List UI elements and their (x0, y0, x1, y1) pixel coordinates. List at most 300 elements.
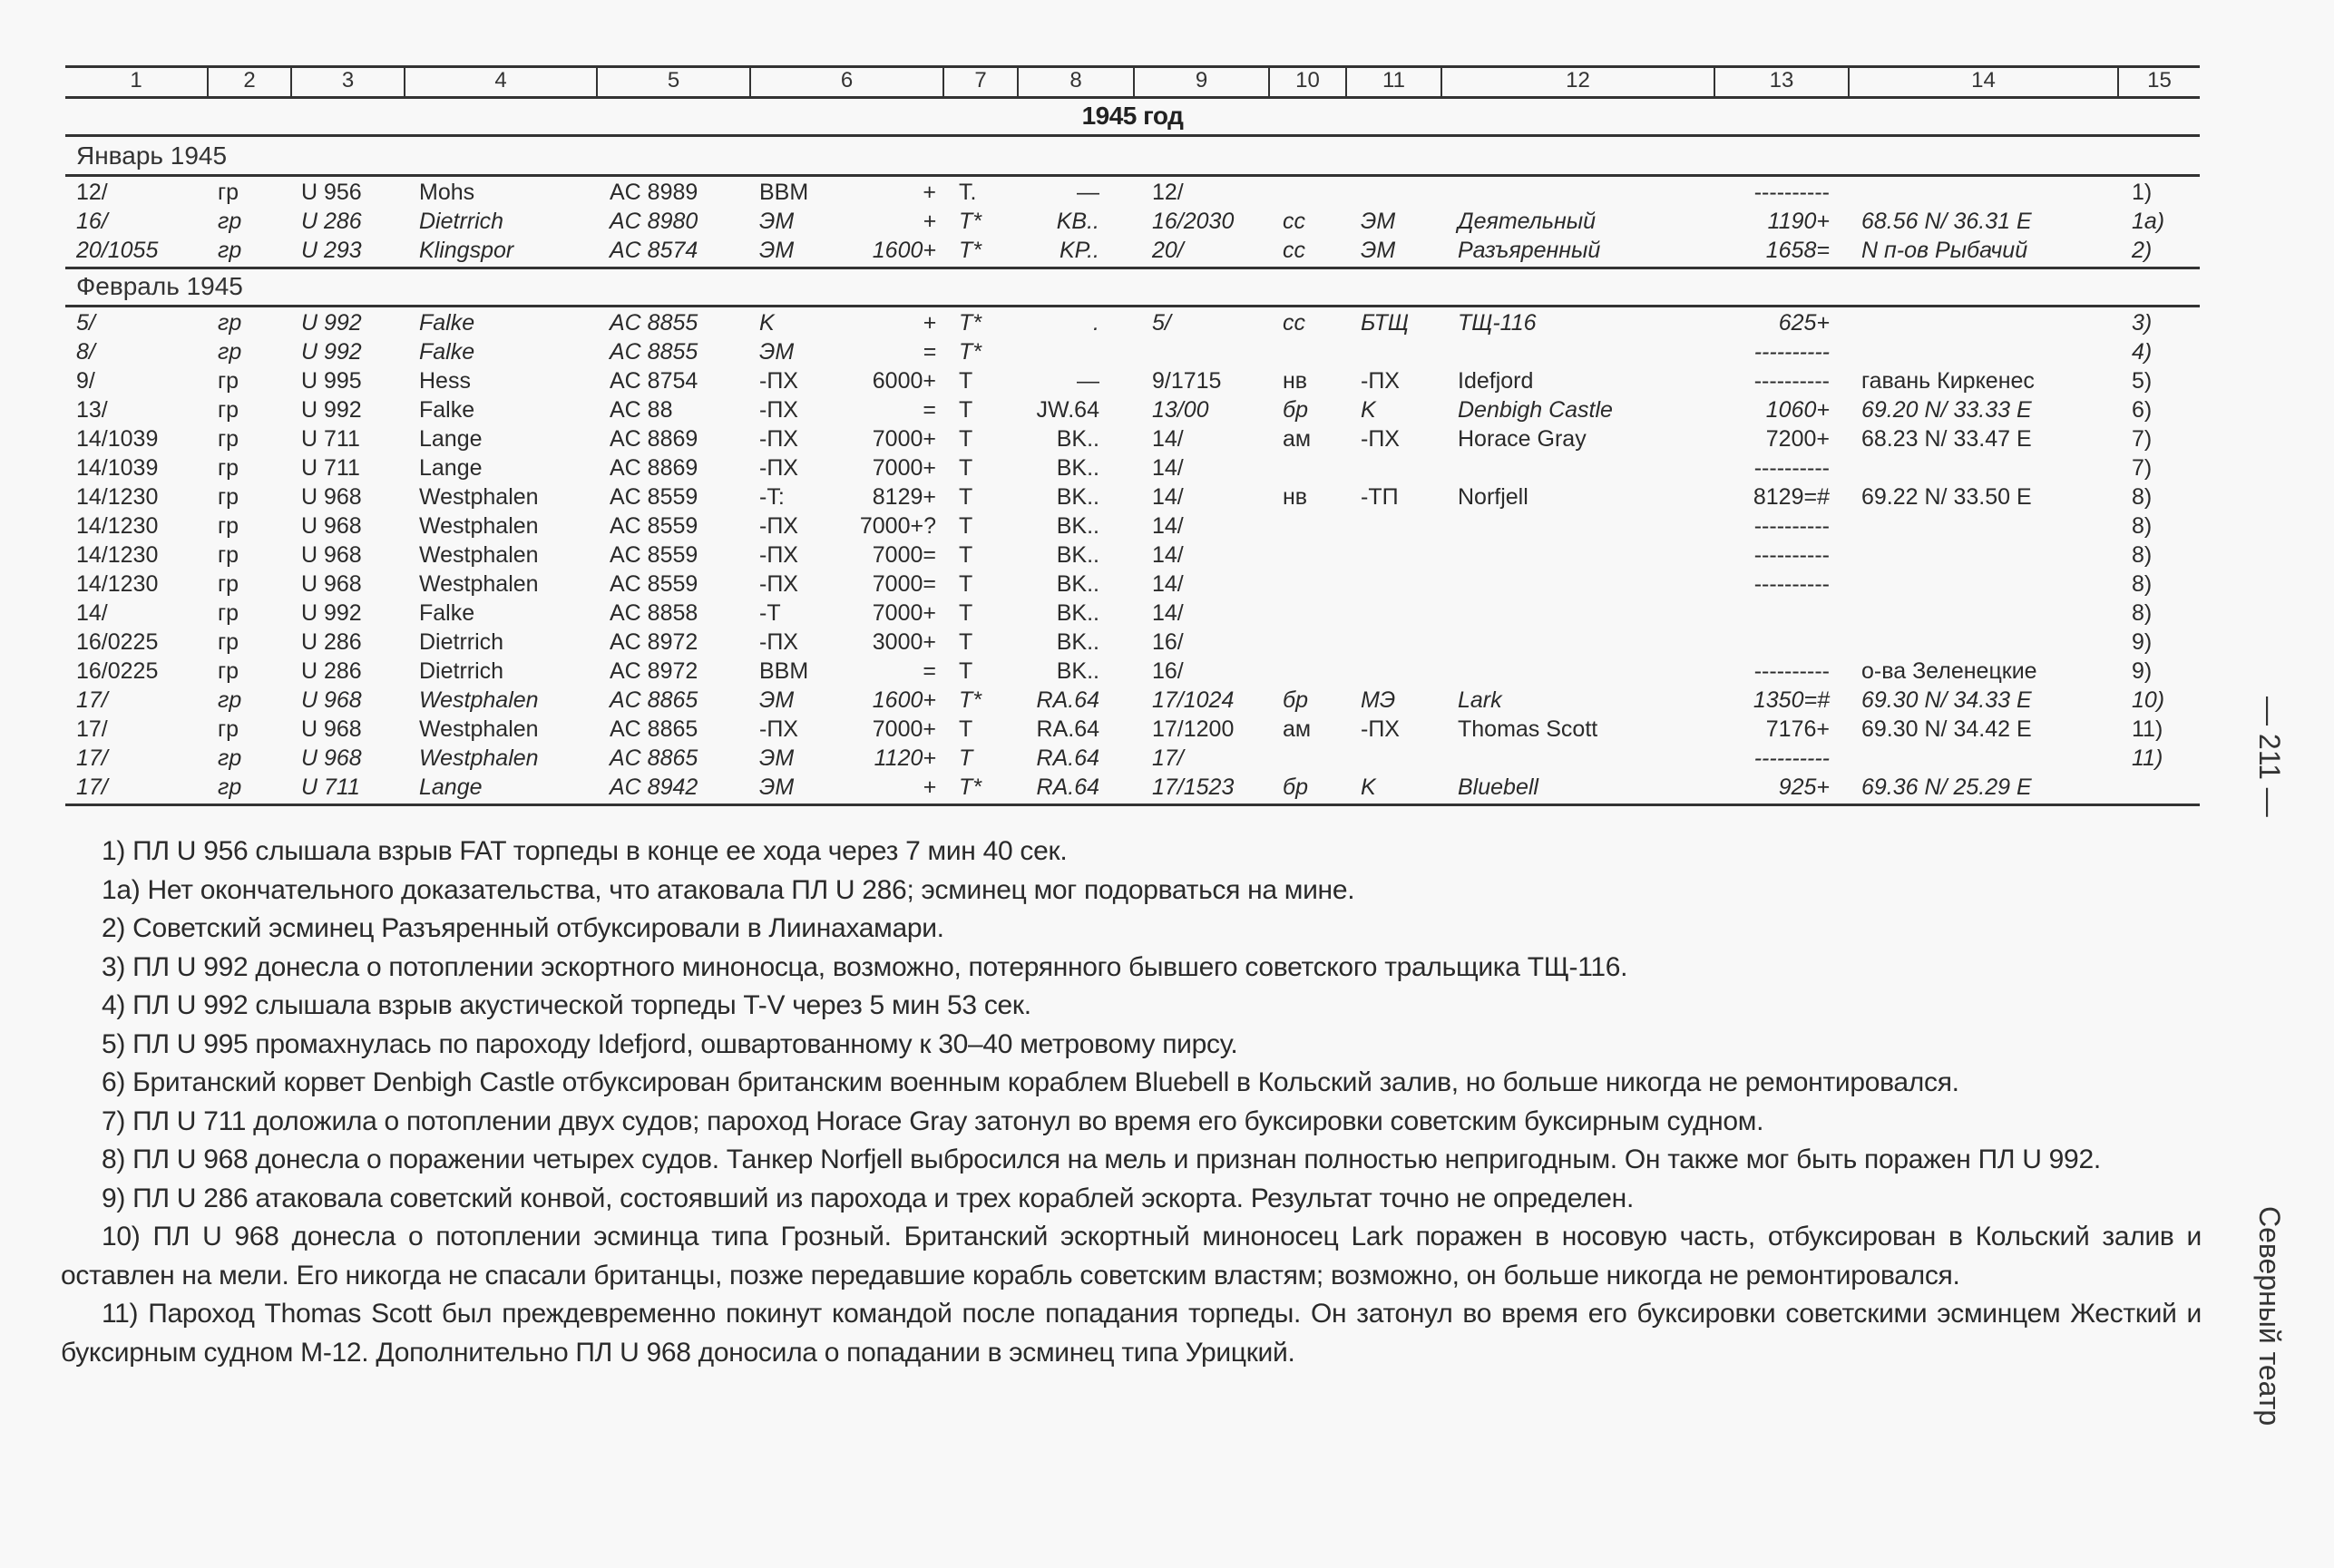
cell-col-5: AC 8559 (610, 571, 698, 597)
table-row (65, 207, 2200, 236)
cell-col-6-value: 7000+? (859, 513, 936, 539)
cell-col-9: 14/ (1152, 426, 1184, 452)
cell-col-5: AC 8559 (610, 484, 698, 510)
cell-col-7: T (959, 426, 973, 452)
cell-col-7: T* (959, 310, 981, 336)
section-bottom-rule (65, 803, 2200, 806)
cell-col-1: 12/ (76, 180, 108, 205)
cell-col-3: U 286 (301, 658, 362, 684)
cell-col-14: N п-ов Рыбачий (1861, 238, 2028, 263)
cell-col-1: 14/1039 (76, 455, 159, 481)
cell-col-9: 17/1024 (1152, 687, 1235, 713)
month-rule (65, 174, 2200, 177)
footnote: 1) ПЛ U 956 слышала взрыв FAT торпеды в конце ее хода через 7 мин 40 сек. (102, 836, 1068, 866)
cell-col-3: U 992 (301, 310, 362, 336)
cell-col-9: 12/ (1152, 180, 1184, 205)
cell-col-2: гр (218, 397, 239, 423)
cell-col-5: AC 8858 (610, 600, 698, 626)
cell-col-4: Westphalen (419, 513, 539, 539)
cell-col-5: AC 8865 (610, 745, 698, 771)
cell-col-9: 5/ (1152, 310, 1171, 336)
footnote: 11) Пароход Thomas Scott был преждевременно покинут командой после попадания торпеды. Он затонул во время его буксировки советскими эсминцем Жесткий и буксирным судном М-12. Дополнительно ПЛ U 968 доносила о попадании в эсминец типа Урицкий. (61, 1299, 2202, 1368)
cell-col-14: 69.36 N/ 25.29 E (1861, 774, 2032, 800)
cell-col-6-value: 8129+ (872, 484, 936, 510)
cell-col-8: BK.. (1056, 571, 1099, 597)
cell-col-3: U 968 (301, 513, 362, 539)
cell-col-11: -ПХ (1361, 368, 1400, 394)
table-row (65, 482, 2200, 511)
column-header-4: 4 (404, 65, 596, 96)
cell-col-8: — (1077, 180, 1099, 205)
cell-col-6-value: 1600+ (872, 238, 936, 263)
cell-col-2: гр (218, 745, 242, 771)
cell-col-14: гавань Киркенес (1861, 368, 2035, 394)
cell-col-13: ---------- (1753, 339, 1830, 365)
cell-col-1: 20/1055 (76, 238, 159, 263)
footnote: 5) ПЛ U 995 промахнулась по пароходу Idefjord, ошвартованному к 30–40 метровому пирсу. (102, 1028, 1238, 1059)
cell-col-7: T (959, 745, 973, 771)
cell-col-2: гр (218, 629, 239, 655)
cell-col-13: ---------- (1753, 658, 1830, 684)
footnote: 9) ПЛ U 286 атаковала советский конвой, состоявший из парохода и трех кораблей эскорта. Результат точно не определен. (102, 1183, 1634, 1213)
cell-col-2: гр (218, 600, 239, 626)
cell-col-7: T (959, 629, 973, 655)
cell-col-9: 17/1200 (1152, 716, 1235, 742)
cell-col-1: 14/1230 (76, 571, 159, 597)
column-header-10: 10 (1268, 65, 1345, 96)
cell-col-14: 69.20 N/ 33.33 E (1861, 397, 2032, 423)
cell-col-2: гр (218, 310, 242, 336)
cell-col-15: 5) (2132, 368, 2153, 394)
cell-col-1: 14/1230 (76, 542, 159, 568)
cell-col-6-value: 1600+ (872, 687, 936, 713)
table-row (65, 686, 2200, 715)
cell-col-3: U 711 (301, 426, 360, 452)
cell-col-6-value: 7000= (872, 571, 936, 597)
section-bottom-rule (65, 267, 2200, 269)
footnotes (61, 833, 2202, 1372)
cell-col-14: 68.23 N/ 33.47 E (1861, 426, 2032, 452)
cell-col-6: -ПХ (759, 542, 798, 568)
cell-col-6: ЭМ (759, 687, 795, 713)
cell-col-11: -ПХ (1361, 716, 1400, 742)
cell-col-13: ---------- (1753, 455, 1830, 481)
cell-col-2: гр (218, 180, 239, 205)
cell-col-13: ---------- (1753, 513, 1830, 539)
cell-col-13: 1350=# (1753, 687, 1830, 713)
cell-col-7: T (959, 600, 973, 626)
footnote: 8) ПЛ U 968 донесла о поражении четырех судов. Танкер Norfjell выбросился на мель и признан полностью непригодным. Он также мог быть поражен ПЛ U 992. (102, 1144, 2101, 1174)
cell-col-13: ---------- (1753, 368, 1830, 394)
cell-col-13: 1190+ (1767, 209, 1830, 234)
cell-col-6: BBM (759, 180, 809, 205)
cell-col-12: ТЩ-116 (1458, 310, 1537, 336)
cell-col-13: ---------- (1753, 571, 1830, 597)
cell-col-3: U 995 (301, 368, 362, 394)
month-rule (65, 305, 2200, 307)
cell-col-5: AC 8865 (610, 687, 698, 713)
cell-col-11: -ТП (1361, 484, 1399, 510)
column-header-5: 5 (596, 65, 749, 96)
cell-col-15: 8) (2132, 600, 2153, 626)
page-number: — 211 — (2253, 696, 2286, 817)
cell-col-12: Thomas Scott (1458, 716, 1598, 742)
cell-col-8: BK.. (1056, 484, 1099, 510)
cell-col-9: 16/2030 (1152, 209, 1235, 234)
cell-col-1: 17/ (76, 687, 108, 713)
cell-col-8: KP.. (1059, 238, 1099, 263)
cell-col-9: 20/ (1152, 238, 1184, 263)
cell-col-15: 2) (2132, 238, 2153, 263)
table-row (65, 337, 2200, 366)
cell-col-1: 8/ (76, 339, 95, 365)
cell-col-6: ЭМ (759, 774, 795, 800)
cell-col-12: Horace Gray (1458, 426, 1587, 452)
cell-col-4: Lange (419, 426, 483, 452)
footnote: 6) Британский корвет Denbigh Castle отбуксирован британским военным кораблем Bluebell в Кольский залив, но больше никогда не ремонтировался. (102, 1067, 1959, 1097)
cell-col-12: Lark (1458, 687, 1502, 713)
cell-col-3: U 293 (301, 238, 362, 263)
column-header-6: 6 (749, 65, 942, 96)
cell-col-6: -T (759, 600, 781, 626)
cell-col-3: U 968 (301, 716, 362, 742)
cell-col-11: K (1361, 397, 1376, 423)
cell-col-14: 69.30 N/ 34.42 E (1861, 716, 2032, 742)
cell-col-1: 9/ (76, 368, 95, 394)
cell-col-12: Разъяренный (1458, 238, 1601, 263)
cell-col-3: U 956 (301, 180, 362, 205)
column-header-13: 13 (1714, 65, 1848, 96)
cell-col-6-value: + (923, 774, 936, 800)
cell-col-7: T* (959, 238, 981, 263)
cell-col-4: Dietrrich (419, 209, 504, 234)
cell-col-5: AC 8754 (610, 368, 698, 394)
cell-col-13: 1658= (1765, 238, 1830, 263)
cell-col-9: 16/ (1152, 629, 1184, 655)
table-row (65, 453, 2200, 482)
cell-col-15: 7) (2132, 426, 2153, 452)
cell-col-14: о-ва Зеленецкие (1861, 658, 2037, 684)
column-header-8: 8 (1017, 65, 1133, 96)
cell-col-15: 7) (2132, 455, 2153, 481)
cell-col-2: гр (218, 542, 239, 568)
cell-col-11: ЭМ (1361, 209, 1396, 234)
cell-col-15: 9) (2132, 658, 2153, 684)
cell-col-5: AC 8865 (610, 716, 698, 742)
cell-col-6-value: 7000+ (872, 600, 936, 626)
column-header-3: 3 (290, 65, 404, 96)
cell-col-7: T (959, 397, 973, 423)
cell-col-7: T (959, 542, 973, 568)
cell-col-6-value: 7000+ (872, 716, 936, 742)
cell-col-2: гр (218, 571, 239, 597)
cell-col-6: -ПХ (759, 716, 798, 742)
cell-col-5: AC 8989 (610, 180, 698, 205)
year-bottom-rule (65, 134, 2200, 137)
cell-col-15: 8) (2132, 513, 2153, 539)
cell-col-15: 8) (2132, 571, 2153, 597)
cell-col-10: нв (1283, 484, 1308, 510)
cell-col-9: 17/ (1152, 745, 1184, 771)
cell-col-15: 3) (2132, 310, 2153, 336)
cell-col-15: 6) (2132, 397, 2153, 423)
cell-col-10: сс (1283, 209, 1305, 234)
cell-col-2: гр (218, 455, 239, 481)
cell-col-5: AC 8855 (610, 310, 698, 336)
cell-col-3: U 968 (301, 745, 362, 771)
cell-col-13: ---------- (1753, 180, 1830, 205)
cell-col-8: BK.. (1056, 513, 1099, 539)
cell-col-6: ЭМ (759, 238, 795, 263)
cell-col-6: BBM (759, 658, 809, 684)
cell-col-3: U 968 (301, 687, 362, 713)
cell-col-3: U 711 (301, 455, 360, 481)
table-row (65, 308, 2200, 337)
cell-col-8: JW.64 (1036, 397, 1099, 423)
cell-col-4: Dietrrich (419, 658, 504, 684)
cell-col-4: Klingspor (419, 238, 514, 263)
cell-col-15: 11) (2132, 716, 2163, 742)
cell-col-13: ---------- (1753, 542, 1830, 568)
table-row (65, 395, 2200, 424)
cell-col-2: гр (218, 209, 242, 234)
month-heading: Февраль 1945 (76, 272, 243, 300)
cell-col-6: -ПХ (759, 629, 798, 655)
cell-col-5: AC 8855 (610, 339, 698, 365)
cell-col-9: 14/ (1152, 455, 1184, 481)
cell-col-9: 14/ (1152, 542, 1184, 568)
cell-col-13: 925+ (1778, 774, 1830, 800)
cell-col-9: 9/1715 (1152, 368, 1222, 394)
cell-col-15: 10) (2132, 687, 2165, 713)
cell-col-7: T* (959, 339, 981, 365)
cell-col-15: 9) (2132, 629, 2153, 655)
cell-col-4: Lange (419, 774, 483, 800)
cell-col-12: Bluebell (1458, 774, 1538, 800)
cell-col-3: U 992 (301, 339, 362, 365)
cell-col-5: AC 8574 (610, 238, 698, 263)
cell-col-6-value: 1120+ (874, 745, 936, 771)
cell-col-6-value: 7000+ (872, 455, 936, 481)
cell-col-4: Mohs (419, 180, 475, 205)
cell-col-4: Dietrrich (419, 629, 504, 655)
cell-col-6: -ПХ (759, 397, 798, 423)
cell-col-1: 14/1039 (76, 426, 159, 452)
cell-col-10: нв (1283, 368, 1308, 394)
cell-col-7: T (959, 716, 973, 742)
cell-col-4: Falke (419, 339, 475, 365)
footnote: 2) Советский эсминец Разъяренный отбуксировали в Лиинахамари. (102, 913, 944, 943)
cell-col-13: 7176+ (1765, 716, 1830, 742)
cell-col-10: ам (1283, 716, 1312, 742)
cell-col-4: Westphalen (419, 542, 539, 568)
cell-col-5: AC 8972 (610, 658, 698, 684)
cell-col-4: Westphalen (419, 687, 539, 713)
cell-col-9: 13/00 (1152, 397, 1209, 423)
cell-col-6-value: + (923, 209, 936, 234)
cell-col-4: Westphalen (419, 745, 539, 771)
cell-col-4: Falke (419, 600, 475, 626)
cell-col-8: RA.64 (1036, 774, 1099, 800)
cell-col-3: U 286 (301, 209, 362, 234)
cell-col-8: BK.. (1056, 629, 1099, 655)
cell-col-13: 8129=# (1753, 484, 1830, 510)
cell-col-11: -ПХ (1361, 426, 1400, 452)
cell-col-14: 68.56 N/ 36.31 E (1861, 209, 2032, 234)
cell-col-6: -T: (759, 484, 785, 510)
year-title: 1945 год (1081, 102, 1184, 130)
cell-col-6-value: 7000+ (872, 426, 936, 452)
table-row (65, 599, 2200, 628)
cell-col-10: бр (1283, 687, 1308, 713)
cell-col-7: T (959, 484, 973, 510)
cell-col-7: T* (959, 774, 981, 800)
cell-col-1: 14/1230 (76, 513, 159, 539)
cell-col-7: T (959, 658, 973, 684)
cell-col-1: 13/ (76, 397, 108, 423)
cell-col-4: Westphalen (419, 716, 539, 742)
cell-col-7: T (959, 368, 973, 394)
cell-col-13: ---------- (1753, 745, 1830, 771)
column-header-1: 1 (130, 68, 142, 93)
cell-col-5: AC 88 (610, 397, 673, 423)
cell-col-10: ам (1283, 426, 1312, 452)
table-row (65, 744, 2200, 773)
cell-col-15: 11) (2132, 745, 2163, 771)
cell-col-4: Falke (419, 397, 475, 423)
table-row (65, 773, 2200, 802)
cell-col-1: 17/ (76, 774, 108, 800)
cell-col-8: — (1077, 368, 1099, 394)
footnote: 4) ПЛ U 992 слышала взрыв акустической торпеды T-V через 5 мин 53 сек. (102, 990, 1031, 1020)
cell-col-12: Деятельный (1458, 209, 1597, 234)
cell-col-13: 625+ (1778, 310, 1830, 336)
cell-col-2: гр (218, 513, 239, 539)
table-row (65, 366, 2200, 395)
footnote: 10) ПЛ U 968 донесла о потоплении эсминца типа Грозный. Британский эскортный миноносец Lark поражен в носовую часть, отбуксирован в Кольский залив и оставлен на мели. Его никогда не спасали британцы, позже передавшие корабль советским властям; возможно, он больше никогда не ремонтировался. (61, 1222, 2202, 1290)
cell-col-9: 14/ (1152, 600, 1184, 626)
cell-col-3: U 968 (301, 571, 362, 597)
cell-col-6-value: + (923, 180, 936, 205)
cell-col-6-value: = (923, 397, 936, 423)
cell-col-14: 69.30 N/ 34.33 E (1861, 687, 2032, 713)
cell-col-1: 17/ (76, 716, 108, 742)
table-row (65, 178, 2200, 207)
cell-col-8: RA.64 (1036, 716, 1099, 742)
column-header-7: 7 (942, 65, 1017, 96)
cell-col-5: AC 8942 (610, 774, 698, 800)
cell-col-1: 16/0225 (76, 629, 159, 655)
cell-col-2: гр (218, 238, 242, 263)
cell-col-7: T (959, 455, 973, 481)
footnote: 3) ПЛ U 992 донесла о потоплении эскортного миноносца, возможно, потерянного бывшего советского тральщика ТЩ-116. (102, 951, 1628, 982)
cell-col-6-value: = (923, 658, 936, 684)
cell-col-6-value: = (923, 339, 936, 365)
cell-col-10: сс (1283, 310, 1305, 336)
cell-col-6: ЭМ (759, 339, 795, 365)
cell-col-12: Norfjell (1458, 484, 1528, 510)
cell-col-6: -ПХ (759, 426, 798, 452)
cell-col-6: -ПХ (759, 513, 798, 539)
cell-col-15: 1a) (2132, 209, 2165, 234)
cell-col-7: T (959, 571, 973, 597)
cell-col-1: 17/ (76, 745, 108, 771)
cell-col-8: BK.. (1056, 455, 1099, 481)
cell-col-5: AC 8869 (610, 426, 698, 452)
table-row (65, 657, 2200, 686)
cell-col-8: BK.. (1056, 426, 1099, 452)
column-header-9: 9 (1133, 65, 1268, 96)
running-section-title: Северный театр (2253, 1206, 2286, 1427)
cell-col-9: 14/ (1152, 571, 1184, 597)
cell-col-6-value: 3000+ (872, 629, 936, 655)
cell-col-8: BK.. (1056, 600, 1099, 626)
cell-col-4: Lange (419, 455, 483, 481)
cell-col-8: RA.64 (1036, 745, 1099, 771)
cell-col-8: BK.. (1056, 542, 1099, 568)
cell-col-2: гр (218, 426, 239, 452)
cell-col-9: 14/ (1152, 513, 1184, 539)
cell-col-3: U 968 (301, 542, 362, 568)
cell-col-4: Hess (419, 368, 471, 394)
cell-col-6-value: 7000= (872, 542, 936, 568)
cell-col-2: гр (218, 484, 239, 510)
cell-col-13: 1060+ (1765, 397, 1830, 423)
cell-col-11: МЭ (1361, 687, 1396, 713)
cell-col-6: ЭМ (759, 745, 795, 771)
cell-col-6: -ПХ (759, 455, 798, 481)
cell-col-5: AC 8559 (610, 542, 698, 568)
cell-col-6: -ПХ (759, 571, 798, 597)
cell-col-1: 14/ (76, 600, 108, 626)
cell-col-7: T (959, 513, 973, 539)
cell-col-1: 16/0225 (76, 658, 159, 684)
cell-col-3: U 968 (301, 484, 362, 510)
cell-col-4: Westphalen (419, 571, 539, 597)
table-row (65, 236, 2200, 265)
cell-col-3: U 711 (301, 774, 360, 800)
column-header-14: 14 (1848, 65, 2117, 96)
cell-col-2: гр (218, 687, 242, 713)
table-row (65, 424, 2200, 453)
column-header-12: 12 (1440, 65, 1714, 96)
cell-col-8: RA.64 (1036, 687, 1099, 713)
cell-col-8: . (1093, 310, 1099, 336)
month-heading: Январь 1945 (76, 141, 228, 170)
cell-col-2: гр (218, 368, 239, 394)
cell-col-8: KB.. (1056, 209, 1099, 234)
cell-col-6-value: + (923, 310, 936, 336)
cell-col-12: Idefjord (1458, 368, 1534, 394)
cell-col-14: 69.22 N/ 33.50 E (1861, 484, 2032, 510)
cell-col-9: 17/1523 (1152, 774, 1235, 800)
column-header-15: 15 (2117, 65, 2200, 96)
cell-col-10: сс (1283, 238, 1305, 263)
cell-col-7: T* (959, 687, 981, 713)
cell-col-6: K (759, 310, 775, 336)
cell-col-11: K (1361, 774, 1376, 800)
cell-col-1: 14/1230 (76, 484, 159, 510)
cell-col-2: гр (218, 658, 239, 684)
footnote: 1а) Нет окончательного доказательства, что атаковала ПЛ U 286; эсминец мог подорваться на мине. (102, 874, 1355, 905)
cell-col-2: гр (218, 774, 242, 800)
cell-col-1: 16/ (76, 209, 108, 234)
table-row (65, 628, 2200, 657)
column-header-2: 2 (207, 65, 290, 96)
cell-col-6: ЭМ (759, 209, 795, 234)
cell-col-4: Falke (419, 310, 475, 336)
cell-col-5: AC 8869 (610, 455, 698, 481)
